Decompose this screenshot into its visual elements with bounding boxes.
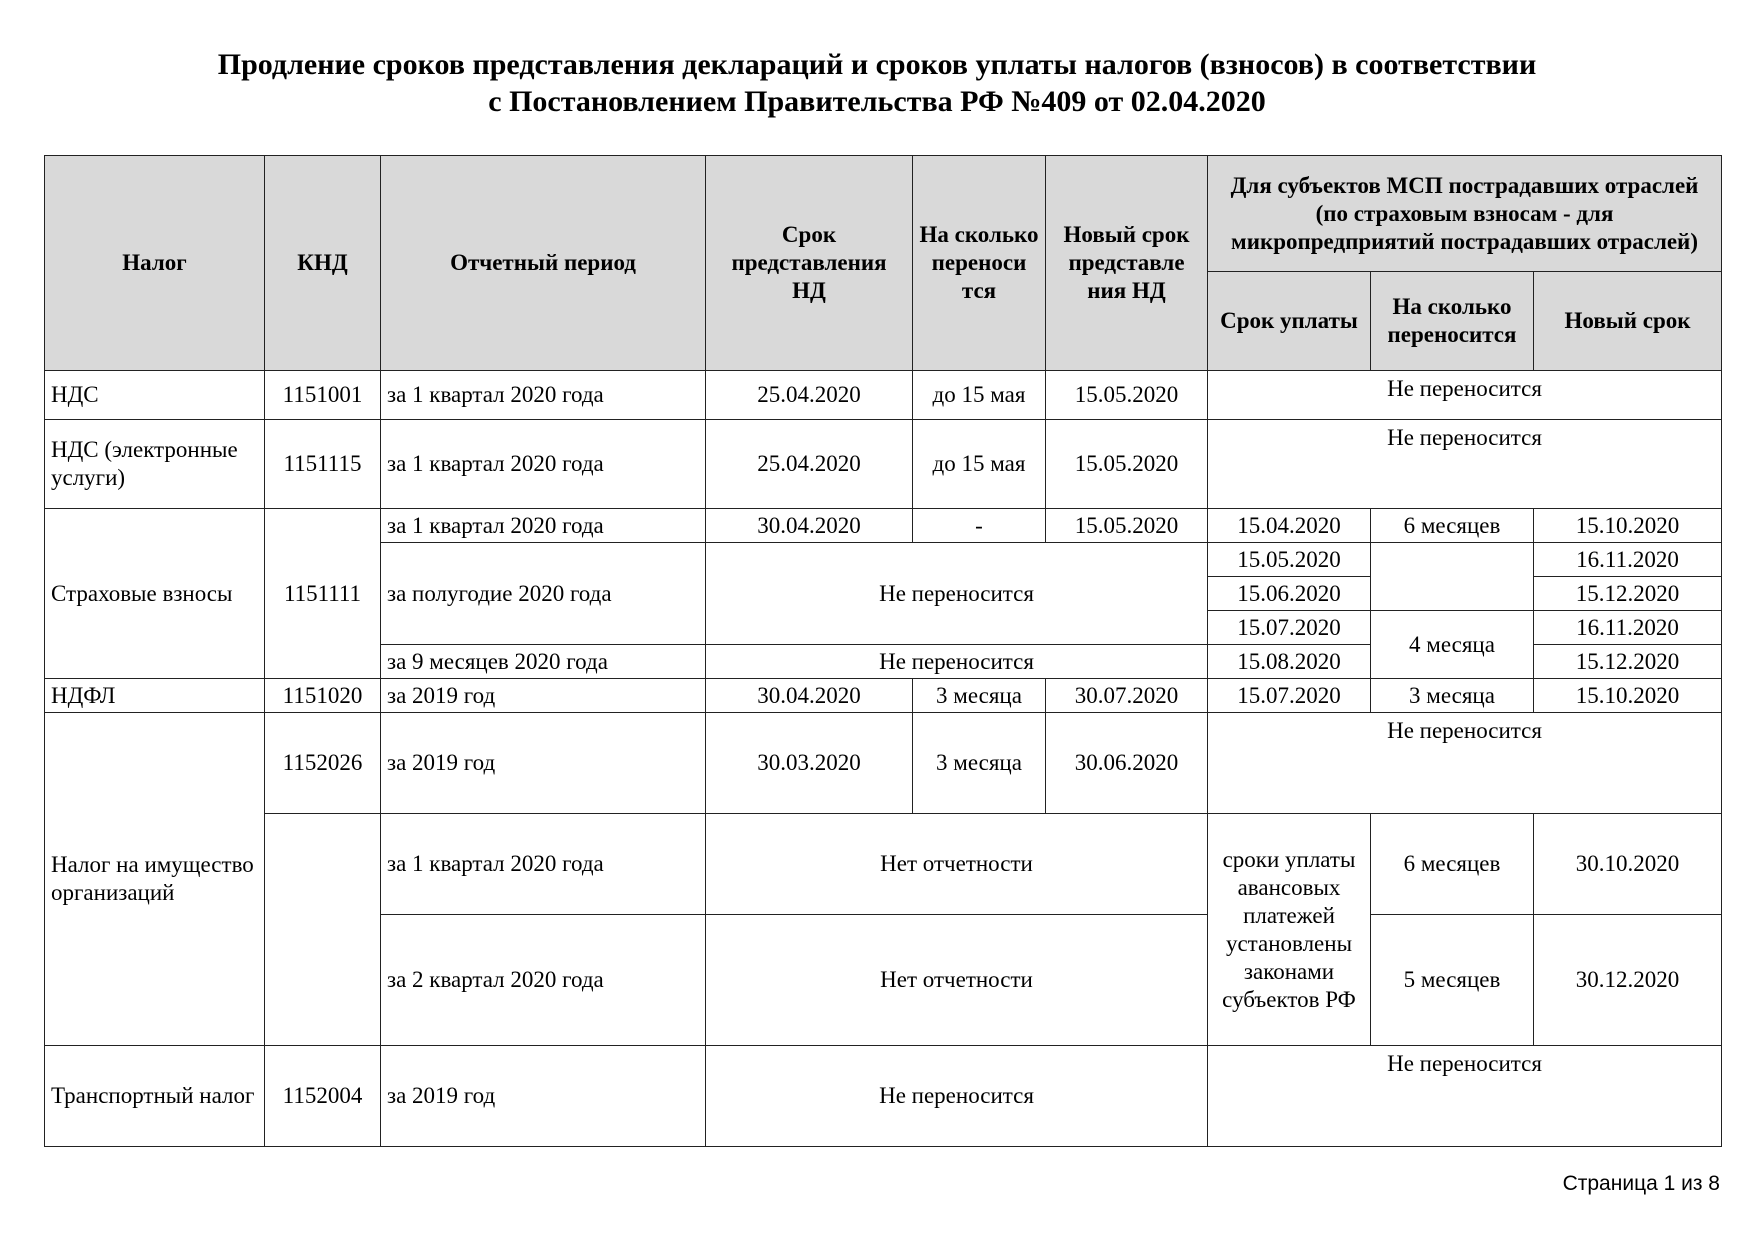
cell-tax: Транспортный налог (45, 1046, 265, 1147)
cell-pay-deadline: 15.08.2020 (1208, 645, 1371, 679)
cell-note: Не переносится (706, 543, 1208, 645)
cell-deadline: 30.04.2020 (706, 509, 913, 543)
cell-knd: 1151111 (265, 509, 381, 679)
cell-pay-deadline: 15.05.2020 (1208, 543, 1371, 577)
cell-pay-shift: 6 месяцев (1371, 814, 1534, 915)
cell-note: Не переносится (706, 645, 1208, 679)
cell-new-deadline: 15.05.2020 (1046, 420, 1208, 509)
cell-pay-new: 15.12.2020 (1534, 577, 1722, 611)
cell-shift: до 15 мая (913, 371, 1046, 420)
cell-pay-shift: 5 месяцев (1371, 915, 1534, 1046)
cell-new-deadline: 15.05.2020 (1046, 371, 1208, 420)
table-row (45, 509, 1722, 543)
cell-new-deadline: 15.05.2020 (1046, 509, 1208, 543)
cell-knd: 1151020 (265, 679, 381, 713)
cell-knd: 1152026 (265, 713, 381, 814)
cell-shift: 3 месяца (913, 679, 1046, 713)
header-knd: КНД (265, 156, 381, 371)
cell-pay-new: 30.12.2020 (1534, 915, 1722, 1046)
cell-shift: до 15 мая (913, 420, 1046, 509)
cell-period: за 2019 год (381, 713, 706, 814)
cell-deadline: 30.04.2020 (706, 679, 913, 713)
cell-tax: НДС (45, 371, 265, 420)
title-line-1: Продление сроков представления деклараций и сроков уплаты налогов (взносов) в соответствии (217, 48, 1537, 81)
header-row-1 (45, 156, 1722, 272)
cell-note: Нет отчетности (706, 915, 1208, 1046)
cell-msp: Не переносится (1208, 1046, 1722, 1147)
cell-pay-new: 15.10.2020 (1534, 679, 1722, 713)
cell-pay-deadline: 15.07.2020 (1208, 679, 1371, 713)
cell-shift: - (913, 509, 1046, 543)
cell-pay-deadline: 15.07.2020 (1208, 611, 1371, 645)
cell-tax: НДС (электронные услуги) (45, 420, 265, 509)
cell-shift: 3 месяца (913, 713, 1046, 814)
cell-period: за полугодие 2020 года (381, 543, 706, 645)
cell-pay-shift-empty (1371, 543, 1534, 611)
cell-period: за 1 квартал 2020 года (381, 814, 706, 915)
cell-new-deadline: 30.07.2020 (1046, 679, 1208, 713)
header-tax: Налог (45, 156, 265, 371)
cell-new-deadline: 30.06.2020 (1046, 713, 1208, 814)
cell-pay-new: 16.11.2020 (1534, 611, 1722, 645)
cell-period: за 1 квартал 2020 года (381, 371, 706, 420)
cell-period: за 9 месяцев 2020 года (381, 645, 706, 679)
cell-period: за 2 квартал 2020 года (381, 915, 706, 1046)
cell-period: за 1 квартал 2020 года (381, 509, 706, 543)
header-pay-deadline: Срок уплаты (1208, 272, 1371, 371)
cell-pay-shift: 6 месяцев (1371, 509, 1534, 543)
title-line-2: с Постановлением Правительства РФ №409 от 02.04.2020 (488, 85, 1266, 118)
cell-note: Нет отчетности (706, 814, 1208, 915)
cell-deadline: 25.04.2020 (706, 420, 913, 509)
header-msp: Для субъектов МСП пострадавших отраслей (по страховым взносам - для микропредприятий пострадавших отраслей) (1208, 156, 1722, 272)
cell-tax: НДФЛ (45, 679, 265, 713)
cell-advance-note: сроки уплаты авансовых платежей установлены законами субъектов РФ (1208, 814, 1371, 1046)
cell-msp: Не переносится (1208, 420, 1722, 509)
cell-tax: Налог на имущество организаций (45, 713, 265, 1046)
cell-knd-empty (265, 814, 381, 1046)
header-shift: На сколько переноси тся (913, 156, 1046, 371)
page-title (0, 46, 1754, 120)
cell-pay-deadline: 15.06.2020 (1208, 577, 1371, 611)
cell-tax: Страховые взносы (45, 509, 265, 679)
table-row (45, 1046, 1722, 1147)
cell-deadline: 30.03.2020 (706, 713, 913, 814)
cell-knd: 1151115 (265, 420, 381, 509)
table-row (45, 814, 1722, 915)
cell-period: за 2019 год (381, 1046, 706, 1147)
table-row (45, 679, 1722, 713)
header-new-deadline: Новый срок представле ния НД (1046, 156, 1208, 371)
cell-deadline: 25.04.2020 (706, 371, 913, 420)
cell-note: Не переносится (706, 1046, 1208, 1147)
cell-pay-shift: 4 месяца (1371, 611, 1534, 679)
cell-pay-deadline: 15.04.2020 (1208, 509, 1371, 543)
cell-knd: 1151001 (265, 371, 381, 420)
table-row (45, 371, 1722, 420)
header-pay-shift: На сколько переносится (1371, 272, 1534, 371)
table-row (45, 420, 1722, 509)
cell-msp: Не переносится (1208, 713, 1722, 814)
table-row (45, 713, 1722, 814)
cell-period: за 2019 год (381, 679, 706, 713)
tax-deadlines-table (44, 155, 1722, 1147)
page-counter: Страница 1 из 8 (1562, 1172, 1720, 1195)
cell-pay-new: 15.12.2020 (1534, 645, 1722, 679)
header-period: Отчетный период (381, 156, 706, 371)
header-deadline: Срок представления НД (706, 156, 913, 371)
cell-pay-shift: 3 месяца (1371, 679, 1534, 713)
cell-pay-new: 16.11.2020 (1534, 543, 1722, 577)
cell-knd: 1152004 (265, 1046, 381, 1147)
cell-pay-new: 30.10.2020 (1534, 814, 1722, 915)
cell-msp: Не переносится (1208, 371, 1722, 420)
cell-pay-new: 15.10.2020 (1534, 509, 1722, 543)
cell-period: за 1 квартал 2020 года (381, 420, 706, 509)
header-pay-new: Новый срок (1534, 272, 1722, 371)
